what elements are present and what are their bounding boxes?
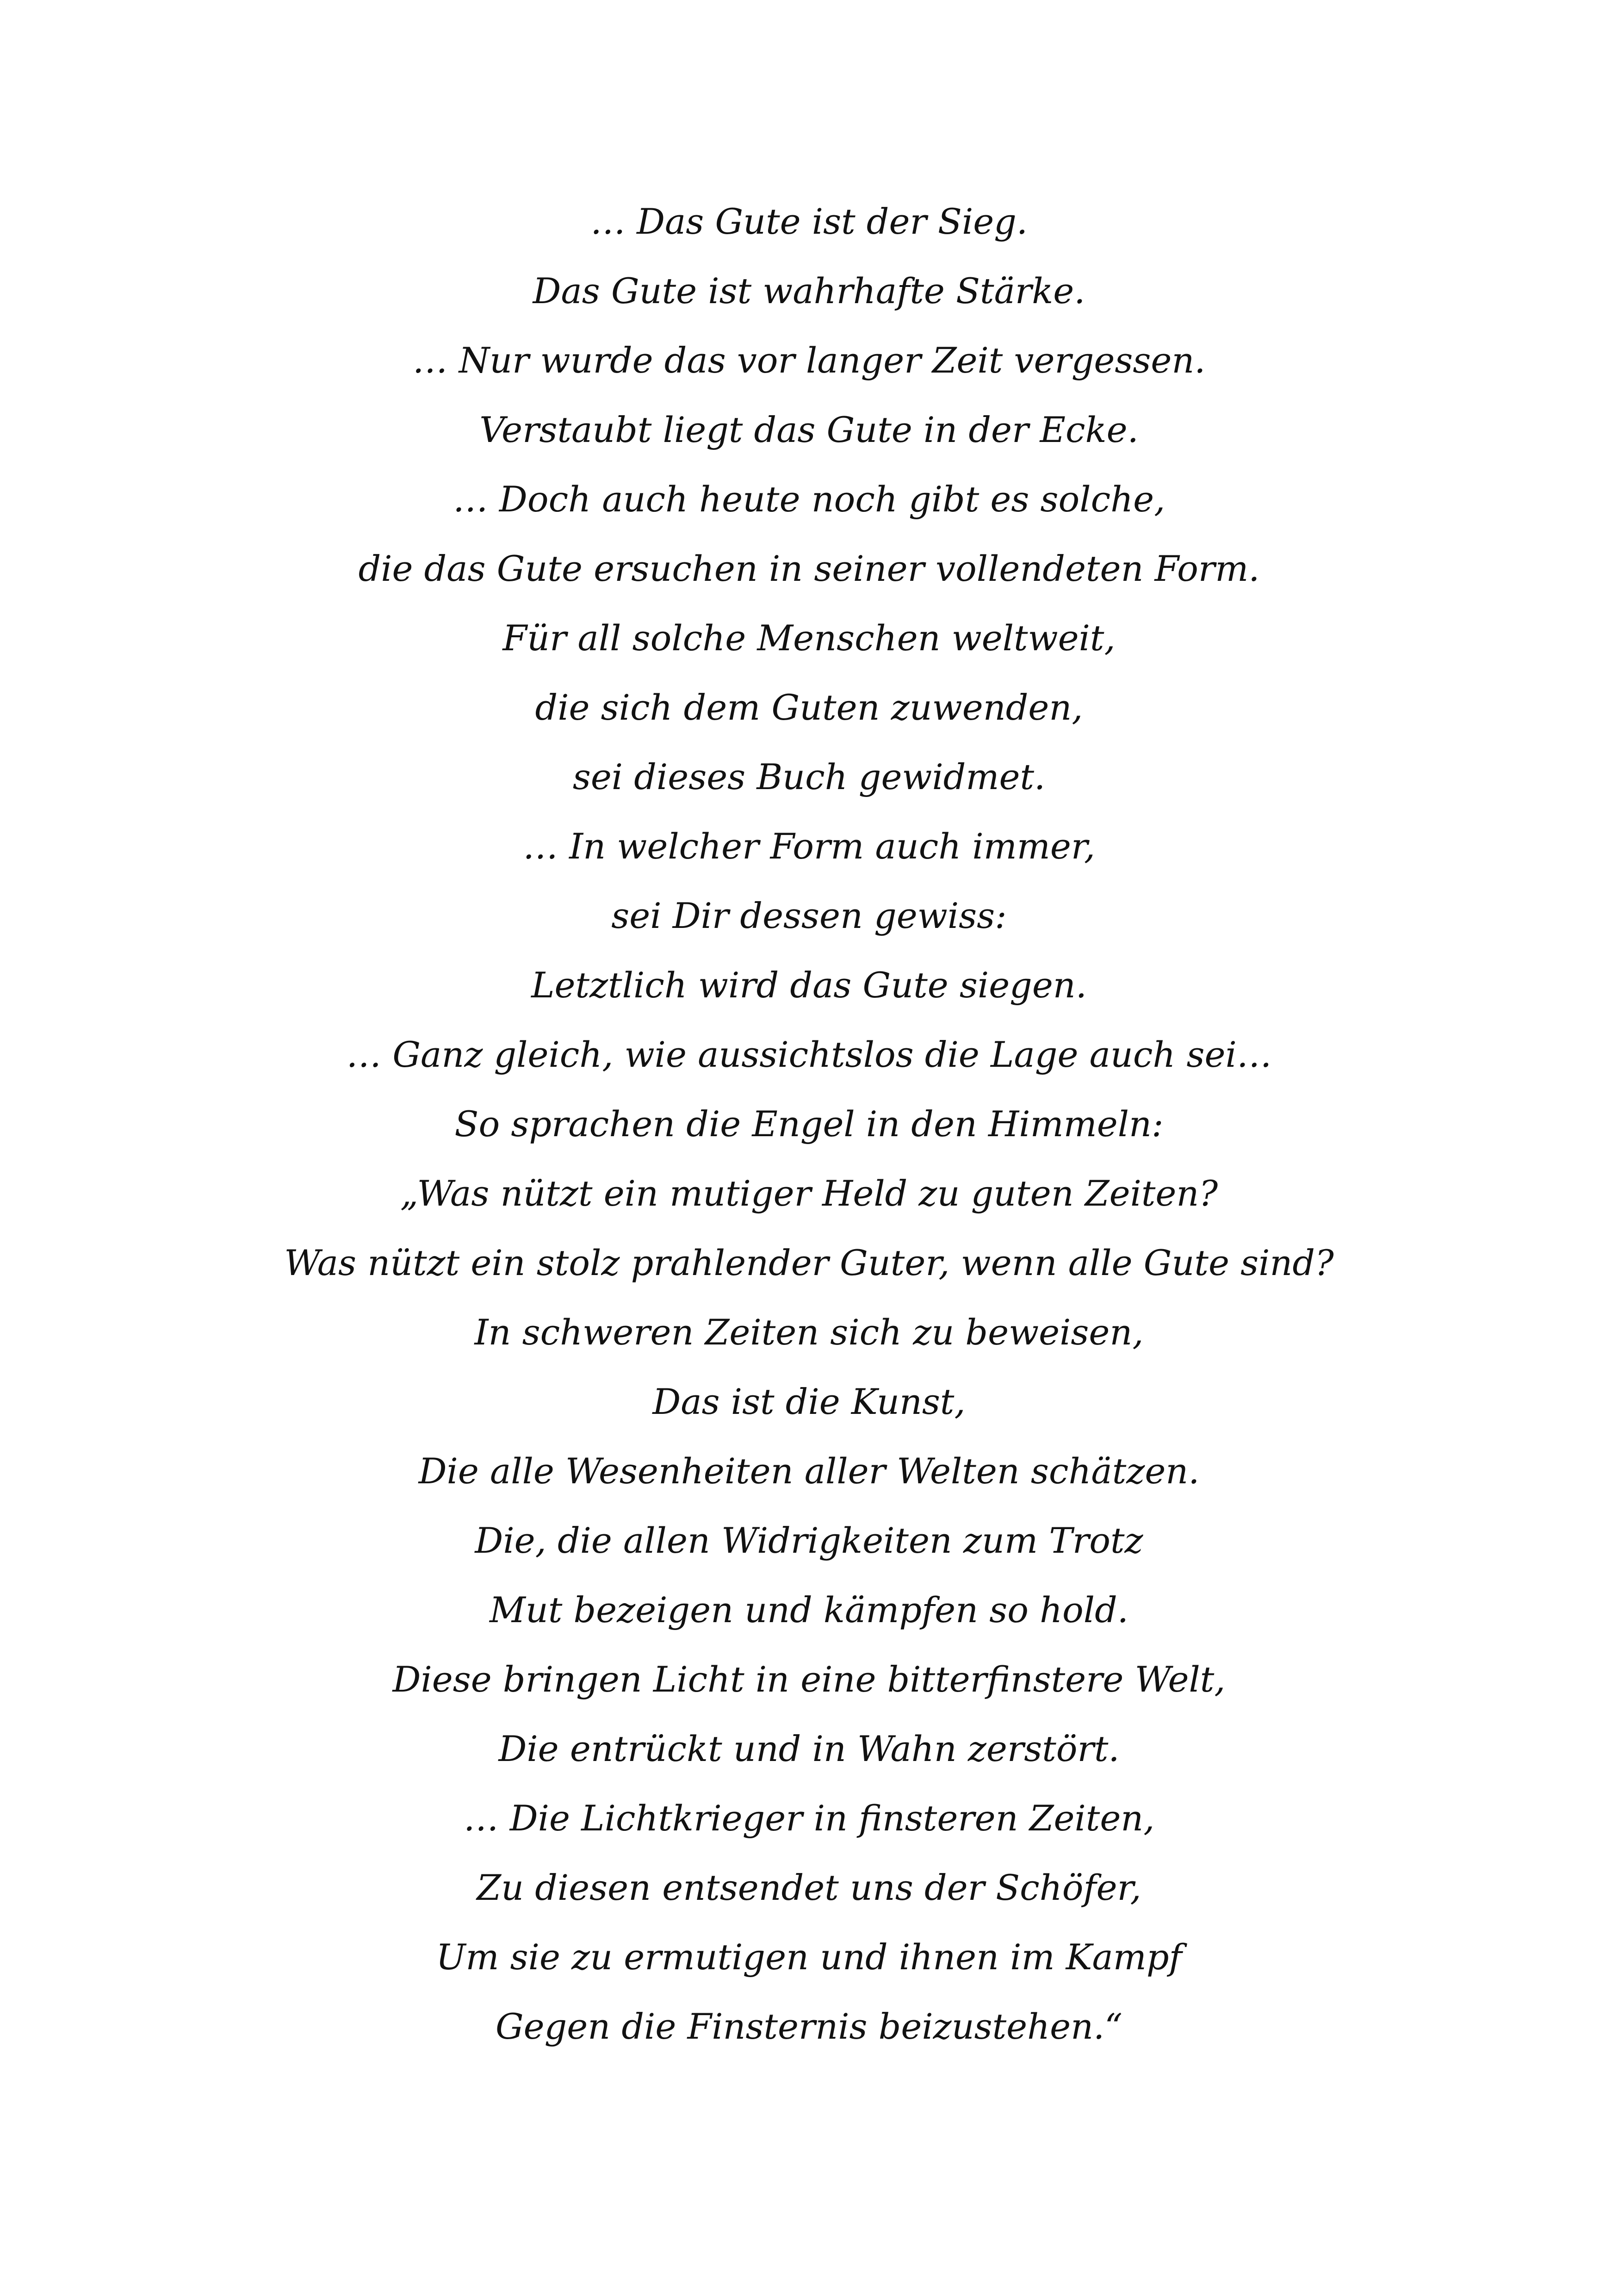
poem-line: … Das Gute ist der Sieg. <box>590 201 1028 242</box>
poem-line: Für all solche Menschen weltweit, <box>502 617 1116 659</box>
poem-line: Die alle Wesenheiten aller Welten schätzen. <box>418 1450 1200 1492</box>
poem-line: … Nur wurde das vor langer Zeit vergessen. <box>412 340 1206 381</box>
poem-line: Mut bezeigen und kämpfen so hold. <box>490 1589 1128 1630</box>
poem-line: „Was nützt ein mutiger Held zu guten Zeiten? <box>400 1173 1218 1214</box>
poem-line: Zu diesen entsendet uns der Schöfer, <box>477 1867 1141 1908</box>
poem-line: Das ist die Kunst, <box>652 1381 966 1422</box>
poem-line: Die entrückt und in Wahn zerstört. <box>498 1728 1120 1769</box>
poem-line: sei Dir dessen gewiss: <box>611 895 1007 936</box>
poem-line: In schweren Zeiten sich zu beweisen, <box>474 1312 1144 1353</box>
poem-line: Die, die allen Widrigkeiten zum Trotz <box>475 1520 1143 1561</box>
dedication-poem <box>0 187 1618 2061</box>
poem-line: die das Gute ersuchen in seiner vollendeten Form. <box>358 548 1260 589</box>
poem-line: die sich dem Guten zuwenden, <box>535 687 1083 728</box>
poem-line: Diese bringen Licht in eine bitterfinstere Welt, <box>392 1659 1226 1700</box>
poem-line: Verstaubt liegt das Gute in der Ecke. <box>479 409 1139 450</box>
poem-line: Gegen die Finsternis beizustehen.“ <box>495 2006 1123 2047</box>
poem-line: Um sie zu ermutigen und ihnen im Kampf <box>436 1936 1182 1978</box>
poem-line: … Doch auch heute noch gibt es solche, <box>453 479 1165 520</box>
poem-line: Letztlich wird das Gute siegen. <box>531 964 1087 1006</box>
poem-line: … Ganz gleich, wie aussichtslos die Lage auch sei… <box>346 1034 1272 1075</box>
poem-line: Das Gute ist wahrhafte Stärke. <box>533 270 1085 311</box>
poem-line: Was nützt ein stolz prahlender Guter, wenn alle Gute sind? <box>284 1242 1334 1283</box>
poem-line: … Die Lichtkrieger in finsteren Zeiten, <box>463 1798 1155 1839</box>
poem-line: … In welcher Form auch immer, <box>523 826 1095 867</box>
poem-line: So sprachen die Engel in den Himmeln: <box>454 1103 1164 1145</box>
poem-line: sei dieses Buch gewidmet. <box>572 756 1046 797</box>
